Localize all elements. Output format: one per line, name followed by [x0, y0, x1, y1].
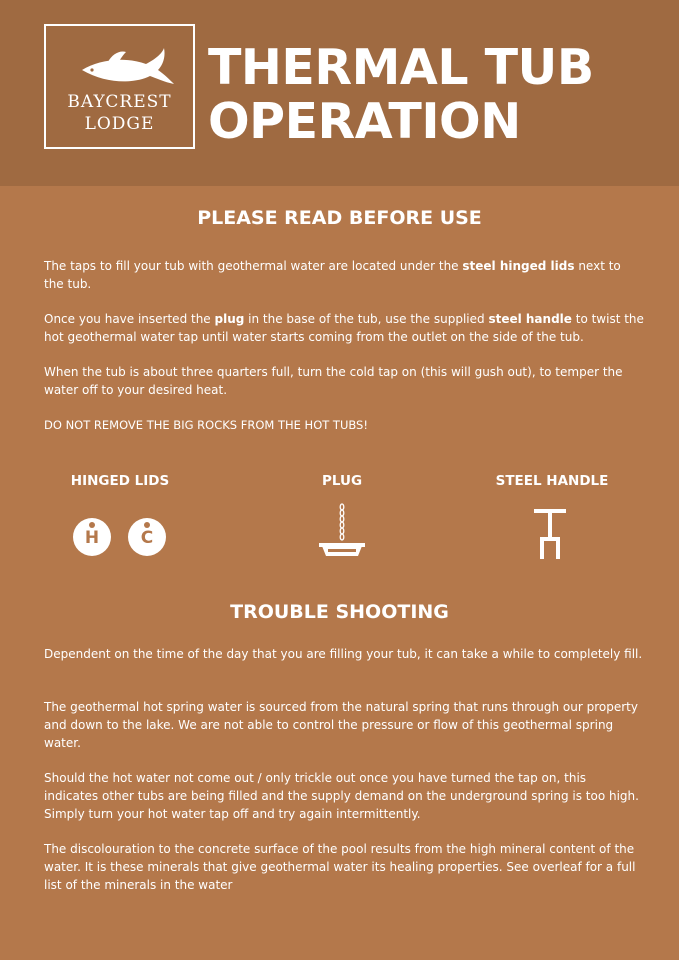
- emphasis-steel-handle: steel handle: [488, 312, 572, 326]
- trouble-paragraph-1: Dependent on the time of the day that you are filling your tub, it can take a while to completely fill.: [44, 647, 643, 661]
- text-span: to twist the hot geothermal water tap until water starts coming from the outlet on the side of the tub.: [44, 312, 644, 344]
- hot-tap-letter: H: [84, 528, 100, 548]
- plug-chain-icon: [316, 502, 368, 562]
- page-title-line2: OPERATION: [208, 93, 521, 150]
- emphasis-plug: plug: [214, 312, 245, 326]
- emphasis-steel-hinged-lids: steel hinged lids: [462, 259, 575, 273]
- trouble-paragraph-4: The discolouration to the concrete surface of the pool results from the high mineral content of the water. It is these minerals that give geothermal water its healing properties. See overleaf for a full list of the minerals in the water: [44, 842, 636, 892]
- instruction-paragraph-2: [44, 310, 644, 346]
- section-heading-trouble-shooting: TROUBLE SHOOTING: [230, 601, 449, 623]
- text-span: in the base of the tub, use the supplied: [244, 312, 489, 326]
- trouble-paragraph-2: The geothermal hot spring water is sourced from the natural spring that runs through our property and down to the lake. We are not able to control the pressure or flow of this geothermal spring water.: [44, 700, 638, 750]
- cold-tap-icon: [128, 518, 166, 556]
- trouble-paragraph-3: Should the hot water not come out / only trickle out once you have turned the tap on, this indicates other tubs are being filled and the supply demand on the underground spring is too high. Simply turn your hot water tap off and try again intermittently.: [44, 771, 639, 821]
- plug-label: PLUG: [321, 473, 363, 489]
- hot-tap-icon: [73, 518, 111, 556]
- steel-handle-icon: [533, 507, 567, 561]
- instruction-paragraph-3: When the tub is about three quarters full, turn the cold tap on (this will gush out), to temper the water off to your desired heat.: [44, 365, 623, 397]
- text-span: The taps to fill your tub with geothermal water are located under the: [44, 259, 463, 273]
- text-span: next to the tub.: [44, 259, 621, 291]
- hinged-lids-label: HINGED LIDS: [70, 473, 170, 489]
- logo-text-line2: LODGE: [84, 114, 155, 134]
- header-band: [0, 0, 679, 186]
- text-span: Once you have inserted the: [44, 312, 215, 326]
- section-heading-read-before-use: PLEASE READ BEFORE USE: [197, 207, 482, 229]
- page-title-line1: THERMAL TUB: [208, 39, 594, 96]
- steel-handle-label: STEEL HANDLE: [495, 473, 609, 489]
- instruction-paragraph-1: [44, 257, 644, 293]
- logo: [44, 24, 195, 149]
- cold-tap-letter: C: [140, 528, 154, 548]
- logo-text-line1: BAYCREST: [67, 92, 172, 112]
- warning-rocks: DO NOT REMOVE THE BIG ROCKS FROM THE HOT TUBS!: [44, 418, 368, 432]
